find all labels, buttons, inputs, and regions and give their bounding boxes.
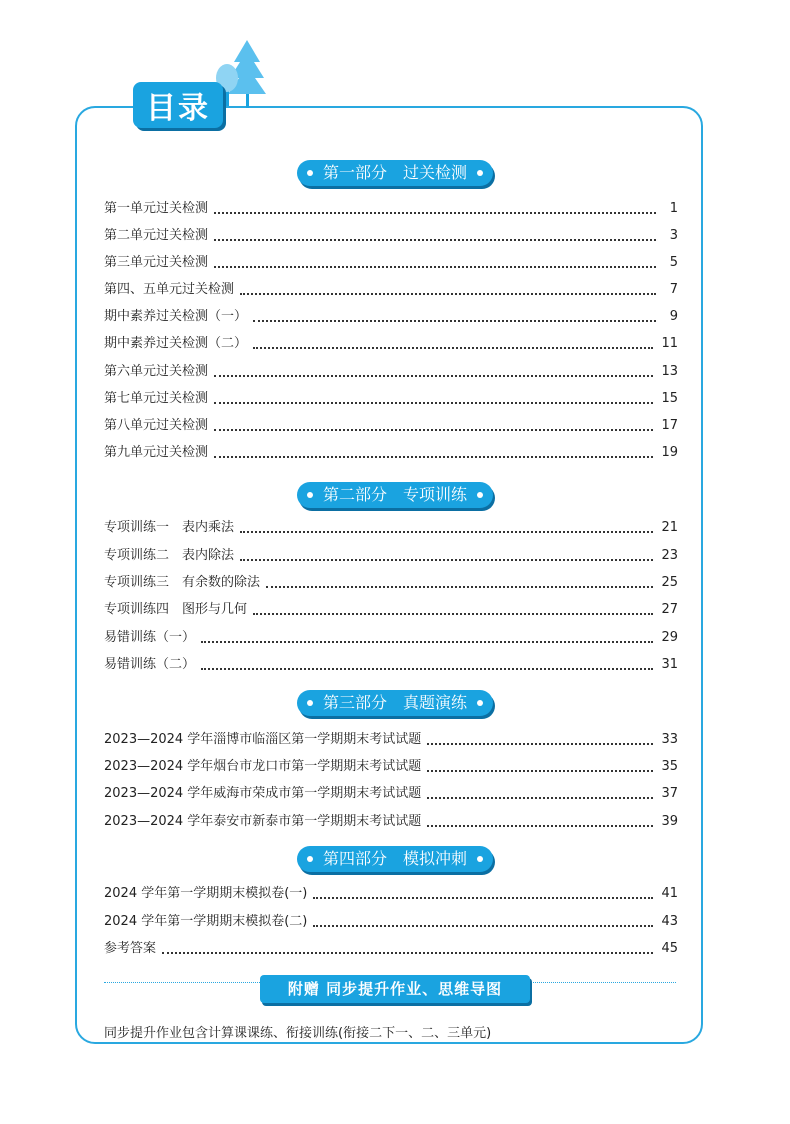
toc-entry[interactable] (104, 544, 678, 564)
leader-dots (214, 429, 653, 431)
leader-dots (240, 531, 653, 533)
entry-label: 第四、五单元过关检测 (104, 282, 235, 297)
entry-page: 27 (661, 602, 678, 617)
toc-entry[interactable] (104, 598, 678, 618)
dot-icon (477, 492, 483, 498)
toc-entry[interactable] (104, 810, 678, 830)
entry-page: 43 (661, 914, 678, 929)
entry-label: 2023—2024 学年威海市荣成市第一学期期末考试试题 (104, 786, 422, 801)
toc-entry[interactable] (104, 782, 678, 802)
dot-icon (307, 492, 313, 498)
entry-page: 33 (661, 732, 678, 747)
entry-page: 11 (661, 336, 678, 351)
leader-dots (214, 266, 656, 268)
entry-label: 专项训练一 表内乘法 (104, 520, 235, 535)
gift-banner: 附赠 同步提升作业、思维导图 (260, 975, 530, 1003)
leader-dots (253, 347, 653, 349)
leader-dots (214, 239, 656, 241)
toc-entry[interactable] (104, 441, 678, 461)
leader-dots (253, 613, 653, 615)
toc-entry[interactable] (104, 653, 678, 673)
leader-dots (201, 668, 653, 670)
dot-icon (477, 856, 483, 862)
leader-dots (253, 320, 656, 322)
toc-entry[interactable] (104, 755, 678, 775)
section-4-heading-text: 第四部分 模拟冲刺 (322, 849, 468, 868)
leader-dots (266, 586, 653, 588)
leader-dots (313, 897, 653, 899)
entry-label: 第九单元过关检测 (104, 445, 209, 460)
entry-page: 9 (669, 309, 678, 324)
toc-entry[interactable] (104, 197, 678, 217)
entry-page: 31 (661, 657, 678, 672)
dot-icon (307, 700, 313, 706)
leader-dots (214, 375, 653, 377)
entry-page: 21 (661, 520, 678, 535)
leader-dots (427, 797, 653, 799)
toc-entry[interactable] (104, 910, 678, 930)
entry-label: 2024 学年第一学期期末模拟卷(二) (104, 914, 308, 929)
entry-page: 45 (661, 941, 678, 956)
toc-entry[interactable] (104, 278, 678, 298)
entry-label: 第八单元过关检测 (104, 418, 209, 433)
entry-label: 2023—2024 学年淄博市临淄区第一学期期末考试试题 (104, 732, 422, 747)
toc-entry[interactable] (104, 728, 678, 748)
dot-icon (307, 856, 313, 862)
leader-dots (214, 402, 653, 404)
entry-label: 第六单元过关检测 (104, 364, 209, 379)
section-1-heading-text: 第一部分 过关检测 (322, 163, 468, 182)
entry-page: 1 (669, 201, 678, 216)
entry-label: 第一单元过关检测 (104, 201, 209, 216)
dot-icon (477, 170, 483, 176)
entry-page: 5 (669, 255, 678, 270)
section-3-heading-text: 第三部分 真题演练 (322, 693, 468, 712)
entry-page: 15 (661, 391, 678, 406)
entry-label: 参考答案 (104, 941, 157, 956)
entry-page: 13 (661, 364, 678, 379)
toc-entry[interactable] (104, 571, 678, 591)
entry-page: 17 (661, 418, 678, 433)
section-4-heading (297, 846, 493, 872)
section-3-heading (297, 690, 493, 716)
entry-label: 第三单元过关检测 (104, 255, 209, 270)
entry-label: 易错训练（二） (104, 657, 196, 672)
leader-dots (240, 559, 653, 561)
dot-icon (477, 700, 483, 706)
entry-page: 37 (661, 786, 678, 801)
section-2-heading-text: 第二部分 专项训练 (322, 485, 468, 504)
toc-entry[interactable] (104, 305, 678, 325)
dot-icon (307, 170, 313, 176)
toc-entry[interactable] (104, 360, 678, 380)
entry-page: 7 (669, 282, 678, 297)
toc-entry[interactable] (104, 626, 678, 646)
toc-entry[interactable] (104, 414, 678, 434)
entry-page: 23 (661, 548, 678, 563)
section-2-heading (297, 482, 493, 508)
entry-label: 2023—2024 学年泰安市新泰市第一学期期末考试试题 (104, 814, 422, 829)
leader-dots (214, 212, 656, 214)
gift-note: 同步提升作业包含计算课课练、衔接训练(衔接二下一、二、三单元) (104, 1026, 492, 1041)
entry-label: 2024 学年第一学期期末模拟卷(一) (104, 886, 308, 901)
leader-dots (427, 743, 653, 745)
leader-dots (201, 641, 653, 643)
entry-page: 41 (661, 886, 678, 901)
entry-label: 期中素养过关检测（二） (104, 336, 248, 351)
section-1-heading (297, 160, 493, 186)
toc-entry[interactable] (104, 224, 678, 244)
entry-page: 29 (661, 630, 678, 645)
leader-dots (313, 925, 653, 927)
entry-label: 易错训练（一） (104, 630, 196, 645)
entry-label: 专项训练四 图形与几何 (104, 602, 248, 617)
entry-label: 期中素养过关检测（一） (104, 309, 248, 324)
entry-page: 3 (669, 228, 678, 243)
entry-page: 25 (661, 575, 678, 590)
entry-page: 39 (661, 814, 678, 829)
leader-dots (240, 293, 656, 295)
entry-label: 第七单元过关检测 (104, 391, 209, 406)
toc-entry[interactable] (104, 251, 678, 271)
toc-entry[interactable] (104, 937, 678, 957)
toc-entry[interactable] (104, 882, 678, 902)
toc-entry[interactable] (104, 387, 678, 407)
leader-dots (427, 770, 653, 772)
leader-dots (214, 456, 653, 458)
entry-page: 35 (661, 759, 678, 774)
toc-entry[interactable] (104, 516, 678, 536)
entry-label: 专项训练二 表内除法 (104, 548, 235, 563)
entry-page: 19 (661, 445, 678, 460)
entry-label: 专项训练三 有余数的除法 (104, 575, 261, 590)
entry-label: 第二单元过关检测 (104, 228, 209, 243)
leader-dots (427, 825, 653, 827)
toc-entry[interactable] (104, 332, 678, 352)
entry-label: 2023—2024 学年烟台市龙口市第一学期期末考试试题 (104, 759, 422, 774)
leader-dots (162, 952, 653, 954)
page-title: 目录 (133, 82, 223, 128)
